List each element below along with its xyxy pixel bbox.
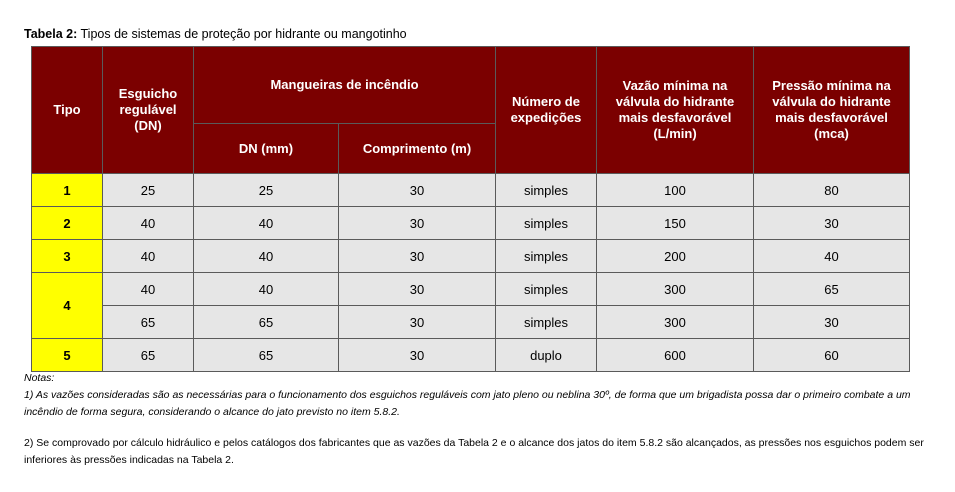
table-row: [32, 240, 910, 273]
header-expedicoes: Número de expedições: [496, 47, 597, 174]
cell-dn: 65: [194, 306, 339, 339]
table-row: [32, 339, 910, 372]
cell-expedicoes: simples: [496, 306, 597, 339]
cell-pressao: 40: [754, 240, 910, 273]
cell-tipo: 2: [32, 207, 103, 240]
header-esguicho: Esguicho regulável (DN): [103, 47, 194, 174]
cell-expedicoes: simples: [496, 240, 597, 273]
cell-tipo: 5: [32, 339, 103, 372]
cell-dn: 25: [194, 174, 339, 207]
caption-text: Tipos de sistemas de proteção por hidrante ou mangotinho: [77, 27, 407, 41]
cell-comprimento: 30: [339, 240, 496, 273]
header-vazao: Vazão mínima na válvula do hidrante mais desfavorável (L/min): [597, 47, 754, 174]
cell-pressao: 65: [754, 273, 910, 306]
hydrant-systems-table: [31, 46, 910, 372]
header-tipo: Tipo: [32, 47, 103, 174]
cell-dn: 40: [194, 240, 339, 273]
table-row: [32, 174, 910, 207]
cell-pressao: 60: [754, 339, 910, 372]
cell-vazao: 100: [597, 174, 754, 207]
cell-dn: 40: [194, 273, 339, 306]
cell-pressao: 30: [754, 306, 910, 339]
note-2: 2) Se comprovado por cálculo hidráulico e pelos catálogos dos fabricantes que as vazões da Tabela 2 e o alcance dos jatos do item 5.8.2 são alcançados, as pressões nos esguichos podem ser inferiores às pressões indicadas na Tabela 2.: [24, 437, 924, 466]
cell-vazao: 300: [597, 273, 754, 306]
header-dn: DN (mm): [194, 124, 339, 174]
cell-esguicho: 65: [103, 306, 194, 339]
cell-esguicho: 40: [103, 207, 194, 240]
cell-esguicho: 25: [103, 174, 194, 207]
header-mangueiras: Mangueiras de incêndio: [194, 47, 496, 124]
table-row: [32, 273, 910, 306]
table-caption: [24, 27, 407, 41]
cell-dn: 65: [194, 339, 339, 372]
cell-esguicho: 65: [103, 339, 194, 372]
cell-dn: 40: [194, 207, 339, 240]
notes-section: [24, 370, 939, 469]
notes-title: Notas:: [24, 372, 55, 384]
cell-expedicoes: simples: [496, 207, 597, 240]
cell-vazao: 300: [597, 306, 754, 339]
cell-vazao: 600: [597, 339, 754, 372]
table-row: [32, 207, 910, 240]
cell-expedicoes: simples: [496, 273, 597, 306]
cell-comprimento: 30: [339, 273, 496, 306]
table-row: [32, 306, 910, 339]
cell-vazao: 150: [597, 207, 754, 240]
cell-expedicoes: duplo: [496, 339, 597, 372]
cell-tipo: 4: [32, 273, 103, 339]
cell-comprimento: 30: [339, 174, 496, 207]
cell-comprimento: 30: [339, 207, 496, 240]
header-pressao: Pressão mínima na válvula do hidrante mais desfavorável (mca): [754, 47, 910, 174]
cell-esguicho: 40: [103, 273, 194, 306]
header-comprimento: Comprimento (m): [339, 124, 496, 174]
cell-tipo: 3: [32, 240, 103, 273]
cell-pressao: 30: [754, 207, 910, 240]
cell-vazao: 200: [597, 240, 754, 273]
note-1: 1) As vazões consideradas são as necessárias para o funcionamento dos esguichos reguláveis com jato pleno ou neblina 30º, de forma que um brigadista possa dar o primeiro combate a um incêndio de forma segura, considerando o alcance do jato previsto no item 5.8.2.: [24, 389, 911, 418]
cell-pressao: 80: [754, 174, 910, 207]
cell-tipo: 1: [32, 174, 103, 207]
cell-expedicoes: simples: [496, 174, 597, 207]
cell-esguicho: 40: [103, 240, 194, 273]
cell-comprimento: 30: [339, 306, 496, 339]
cell-comprimento: 30: [339, 339, 496, 372]
caption-label: Tabela 2:: [24, 27, 78, 41]
